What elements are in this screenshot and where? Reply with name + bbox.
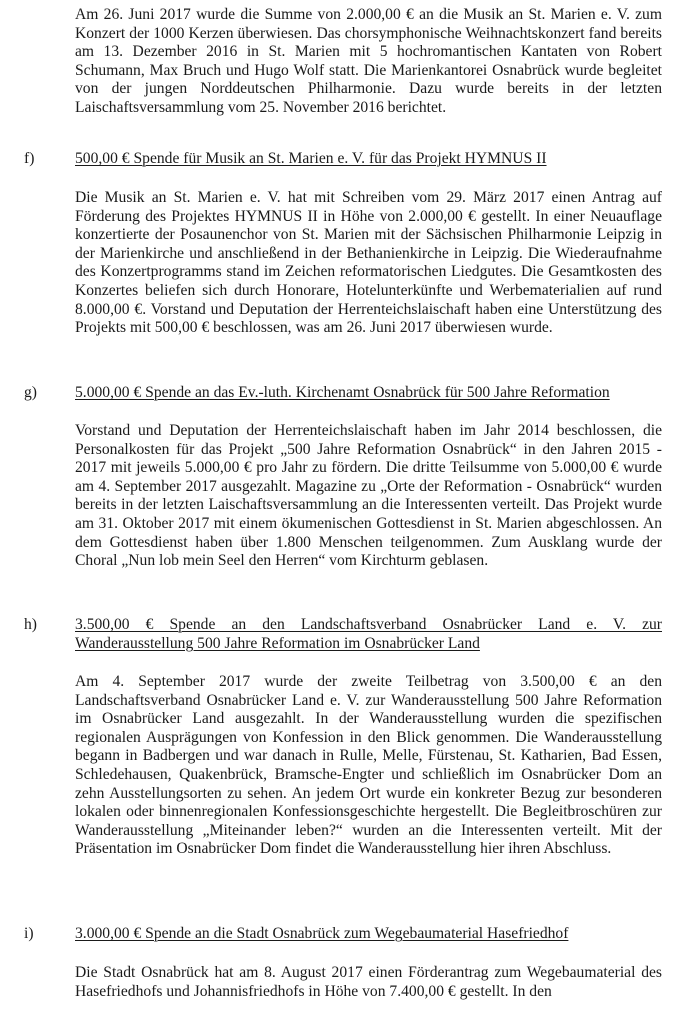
section-label: f) (24, 150, 35, 167)
intro-paragraph: Am 26. Juni 2017 wurde die Summe von 2.000,00 € an die Musik an St. Marien e. V. zum Konzert der 1000 Kerzen überwiesen. Das chorsymphonische Weihnachtskonzert fand bereits am 13. Dezember 2016 in St. Marien mit 5 hochromantischen Kantaten von Robert Schumann, Max Bruch und Hugo Wolf statt. Die Marienkantorei Osnabrück wurde begleitet von der jungen Norddeutschen Philharmonie. Dazu wurde bereits in der letzten Laischaftsversammlung vom 25. November 2016 berichtet. (75, 6, 662, 116)
section-f-body: Die Musik an St. Marien e. V. hat mit Schreiben vom 29. März 2017 einen Antrag auf Förderung des Projektes HYMNUS II in Höhe von 2.000,00 € gestellt. In einer Neuauflage konzertierte der Posaunenchor von St. Marien mit der Sächsischen Philharmonie Leipzig in der Marienkirche und anschließend in der Bethanienkirche in Leipzig. Die Wiederaufnahme des Konzertprogramms stand im Zeichen reformatorischen Liedgutes. Die Gesamtkosten des Konzertes beliefen sich durch Honorare, Hotelunterkünfte und Werbematerialien auf rund 8.000,00 €. Vorstand und Deputation der Herrenteichslaischaft haben eine Unterstützung des Projekts mit 500,00 € beschlossen, was am 26. Juni 2017 überwiesen wurde. (75, 189, 662, 337)
section-heading: 5.000,00 € Spende an das Ev.-luth. Kirchenamt Osnabrück für 500 Jahre Reformation (75, 384, 610, 401)
section-heading: 3.500,00 € Spende an den Landschaftsverband Osnabrücker Land e. V. zur Wanderausstellung 500 Jahre Reformation im Osnabrücker Land (75, 616, 662, 652)
section-heading: 3.000,00 € Spende an die Stadt Osnabrück zum Wegebaumaterial Hasefriedhof (75, 925, 569, 942)
section-h-body: Am 4. September 2017 wurde der zweite Teilbetrag von 3.500,00 € an den Landschaftsverband Osnabrücker Land e. V. zur Wanderausstellung 500 Jahre Reformation im Osnabrücker Land ausgezahlt. In der Wanderausstellung wurden die spezifischen regionalen Ausprägungen von Konfession in den Blick genommen. Die Wanderausstellung begann in Badbergen und war danach in Rulle, Melle, Fürstenau, St. Katharien, Bad Essen, Schledehausen, Quakenbrück, Bramsche-Engter und schließlich im Osnabrücker Dom an zehn Ausstellungsorten zu sehen. An jedem Ort wurde ein konkreter Bezug zur besonderen lokalen oder binnenregionalen Konfessionsgeschichte hergestellt. Die Begleitbroschüren zur Wanderausstellung „Miteinander leben?“ wurden an die Interessenten verteilt. Mit der Präsentation im Osnabrücker Dom findet die Wanderausstellung hier ihren Abschluss. (75, 673, 662, 858)
section-label: h) (24, 616, 37, 633)
section-heading: 500,00 € Spende für Musik an St. Marien e. V. für das Projekt HYMNUS II (75, 150, 547, 167)
section-i-body: Die Stadt Osnabrück hat am 8. August 2017 einen Förderantrag zum Wegebaumaterial des Hasefriedhofs und Johannisfriedhofs in Höhe von 7.400,00 € gestellt. In den (75, 964, 662, 1000)
section-g-body: Vorstand und Deputation der Herrenteichslaischaft haben im Jahr 2014 beschlossen, die Personalkosten für das Projekt „500 Jahre Reformation Osnabrück“ in den Jahren 2015 - 2017 mit jeweils 5.000,00 € pro Jahr zu fördern. Die dritte Teilsumme von 5.000,00 € wurde am 4. September 2017 ausgezahlt. Magazine zu „Orte der Reformation - Osnabrück“ wurden bereits in der letzten Laischaftsversammlung an die Interessenten verteilt. Das Projekt wurde am 31. Oktober 2017 mit einem ökumenischen Gottesdienst in St. Marien abgeschlossen. An dem Gottesdienst haben über 1.800 Menschen teilgenommen. Zum Ausklang wurde der Choral „Nun lob mein Seel den Herren“ vom Kirchturm geblasen. (75, 422, 662, 570)
section-label: i) (24, 925, 34, 942)
section-label: g) (24, 384, 37, 401)
